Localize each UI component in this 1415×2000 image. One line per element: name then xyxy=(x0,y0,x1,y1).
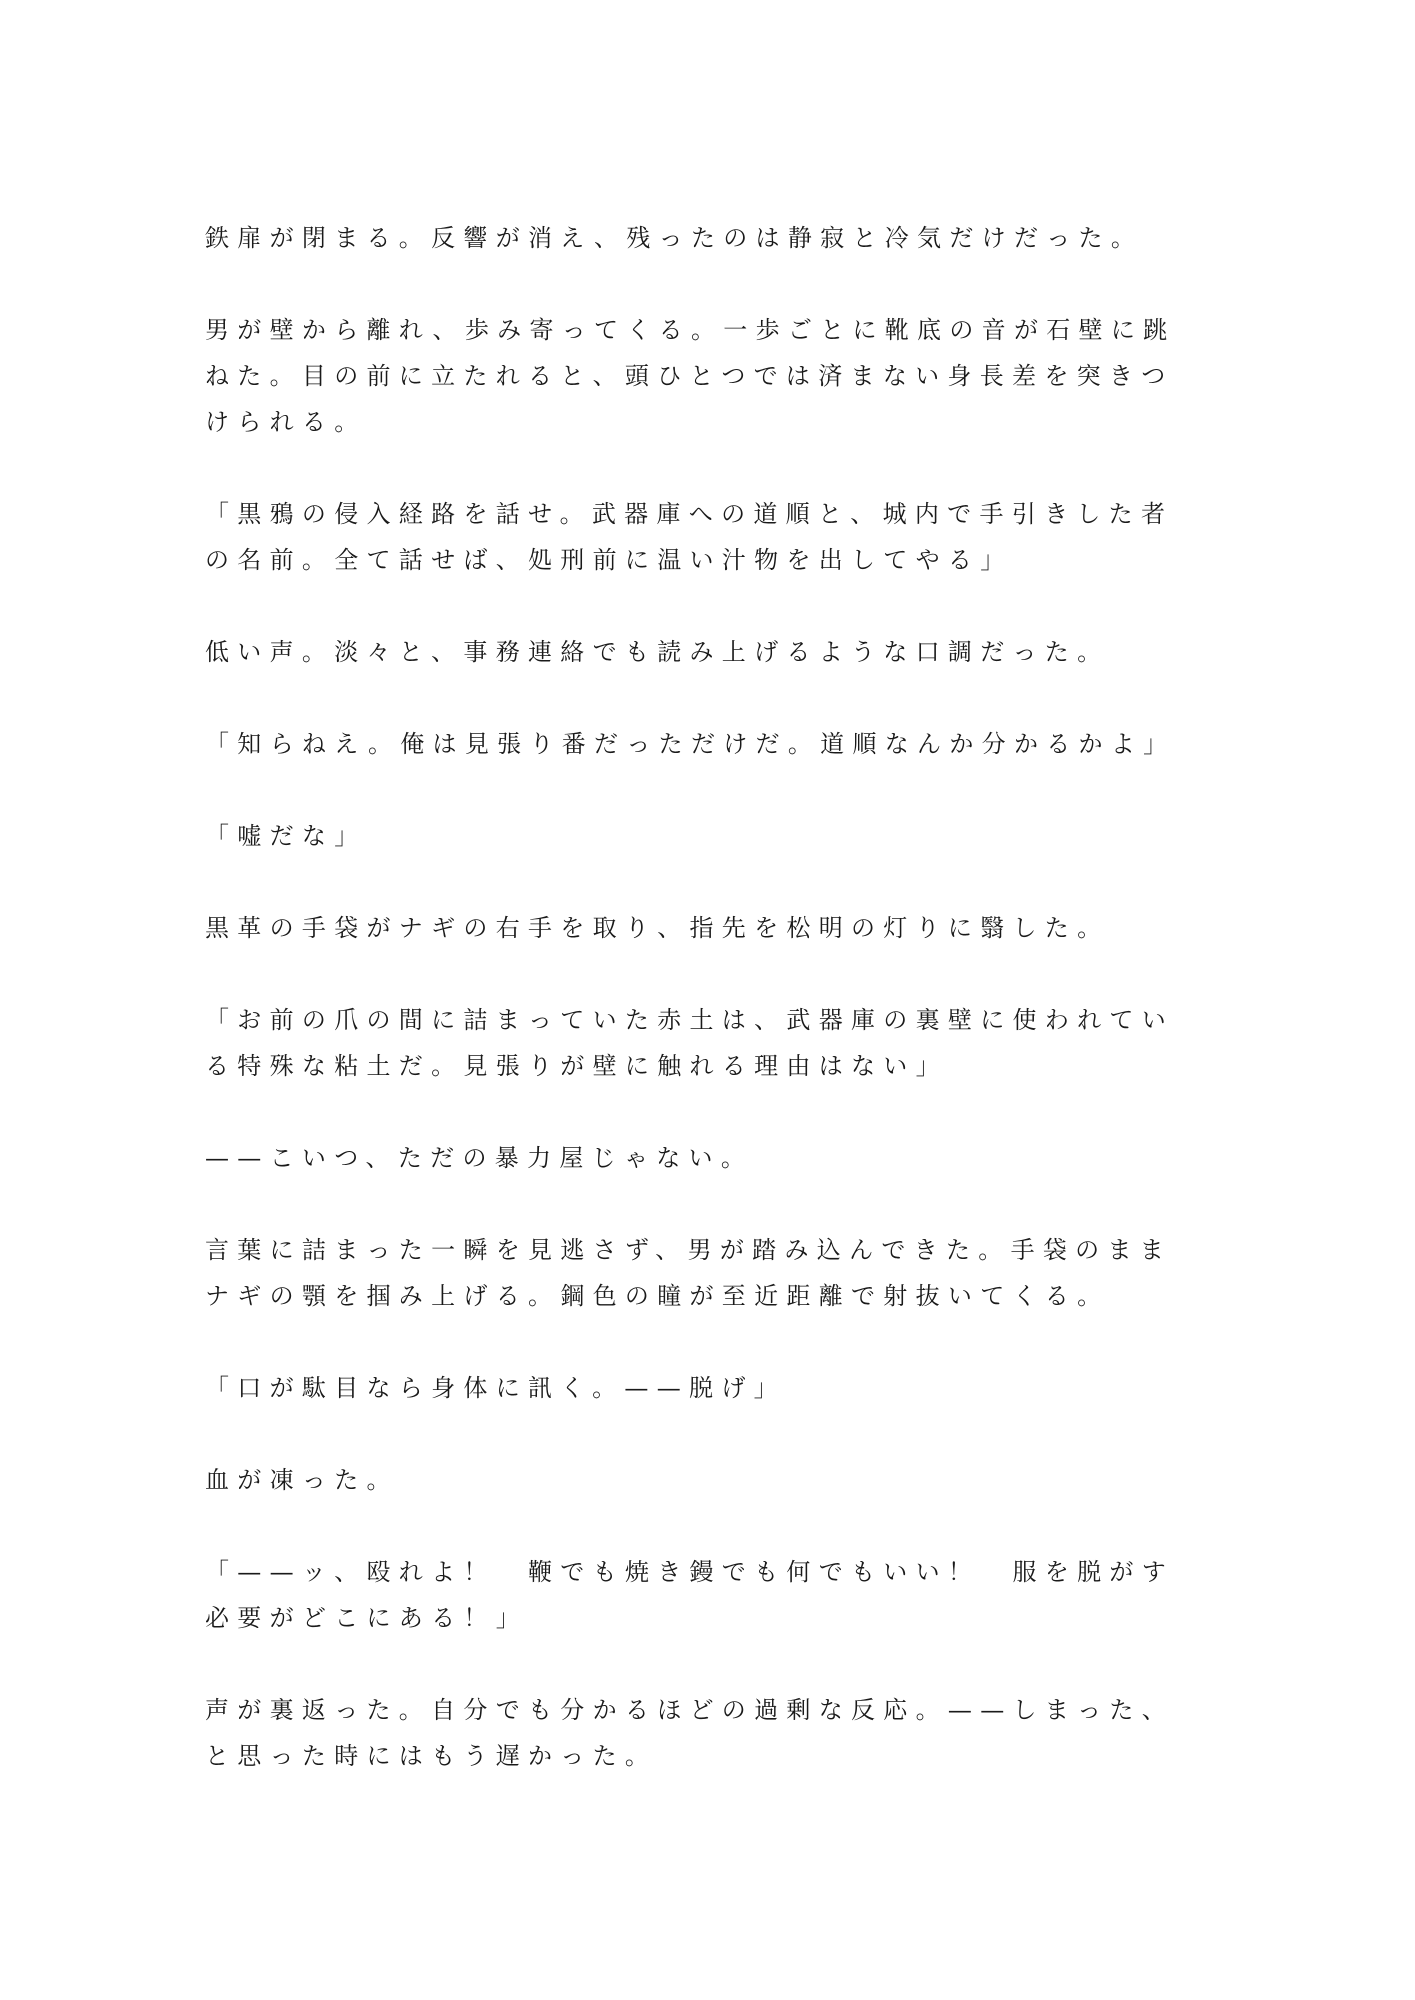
paragraph xyxy=(205,1687,1205,1779)
paragraph xyxy=(205,215,1205,261)
text-line: 「知らねえ。俺は見張り番だっただけだ。道順なんか分かるかよ」 xyxy=(205,730,1176,758)
paragraph xyxy=(205,1135,1205,1181)
text-line: の名前。全て話せば、処刑前に温い汁物を出してやる」 xyxy=(205,546,1013,574)
paragraph xyxy=(205,721,1205,767)
text-line: ——こいつ、ただの暴力屋じゃない。 xyxy=(205,1144,754,1172)
text-line: 血が凍った。 xyxy=(205,1466,399,1494)
paragraph xyxy=(205,629,1205,675)
text-line: 黒革の手袋がナギの右手を取り、指先を松明の灯りに翳した。 xyxy=(205,914,1110,942)
text-line: 鉄扉が閉まる。反響が消え、残ったのは静寂と冷気だけだった。 xyxy=(205,224,1144,252)
text-line: 「お前の爪の間に詰まっていた赤土は、武器庫の裏壁に使われてい xyxy=(205,1006,1174,1034)
text-line: 「口が駄目なら身体に訊く。——脱げ」 xyxy=(205,1374,786,1402)
document-page xyxy=(205,215,1205,1825)
text-line: 声が裏返った。自分でも分かるほどの過剰な反応。——しまった、 xyxy=(205,1696,1174,1724)
text-line: 「嘘だな」 xyxy=(205,822,367,850)
paragraph xyxy=(205,1365,1205,1411)
paragraph xyxy=(205,813,1205,859)
paragraph xyxy=(205,905,1205,951)
paragraph xyxy=(205,997,1205,1089)
text-line: ナギの顎を掴み上げる。鋼色の瞳が至近距離で射抜いてくる。 xyxy=(205,1282,1110,1310)
paragraph xyxy=(205,1549,1205,1641)
paragraph xyxy=(205,307,1205,445)
paragraph xyxy=(205,1227,1205,1319)
text-line: と思った時にはもう遅かった。 xyxy=(205,1742,658,1770)
text-line: ねた。目の前に立たれると、頭ひとつでは済まない身長差を突きつ xyxy=(205,362,1174,390)
text-line: る特殊な粘土だ。見張りが壁に触れる理由はない」 xyxy=(205,1052,948,1080)
paragraph xyxy=(205,1457,1205,1503)
text-line: 男が壁から離れ、歩み寄ってくる。一歩ごとに靴底の音が石壁に跳 xyxy=(205,316,1176,344)
paragraph xyxy=(205,491,1205,583)
text-line: 必要がどこにある！」 xyxy=(205,1604,528,1632)
text-line: けられる。 xyxy=(205,408,367,436)
text-line: 言葉に詰まった一瞬を見逃さず、男が踏み込んできた。手袋のまま xyxy=(205,1236,1173,1264)
text-line: 低い声。淡々と、事務連絡でも読み上げるような口調だった。 xyxy=(205,638,1110,666)
text-line: 「黒鴉の侵入経路を話せ。武器庫への道順と、城内で手引きした者 xyxy=(205,500,1174,528)
text-line: 「——ッ、殴れよ！ 鞭でも焼き鏝でも何でもいい！ 服を脱がす xyxy=(205,1558,1174,1586)
